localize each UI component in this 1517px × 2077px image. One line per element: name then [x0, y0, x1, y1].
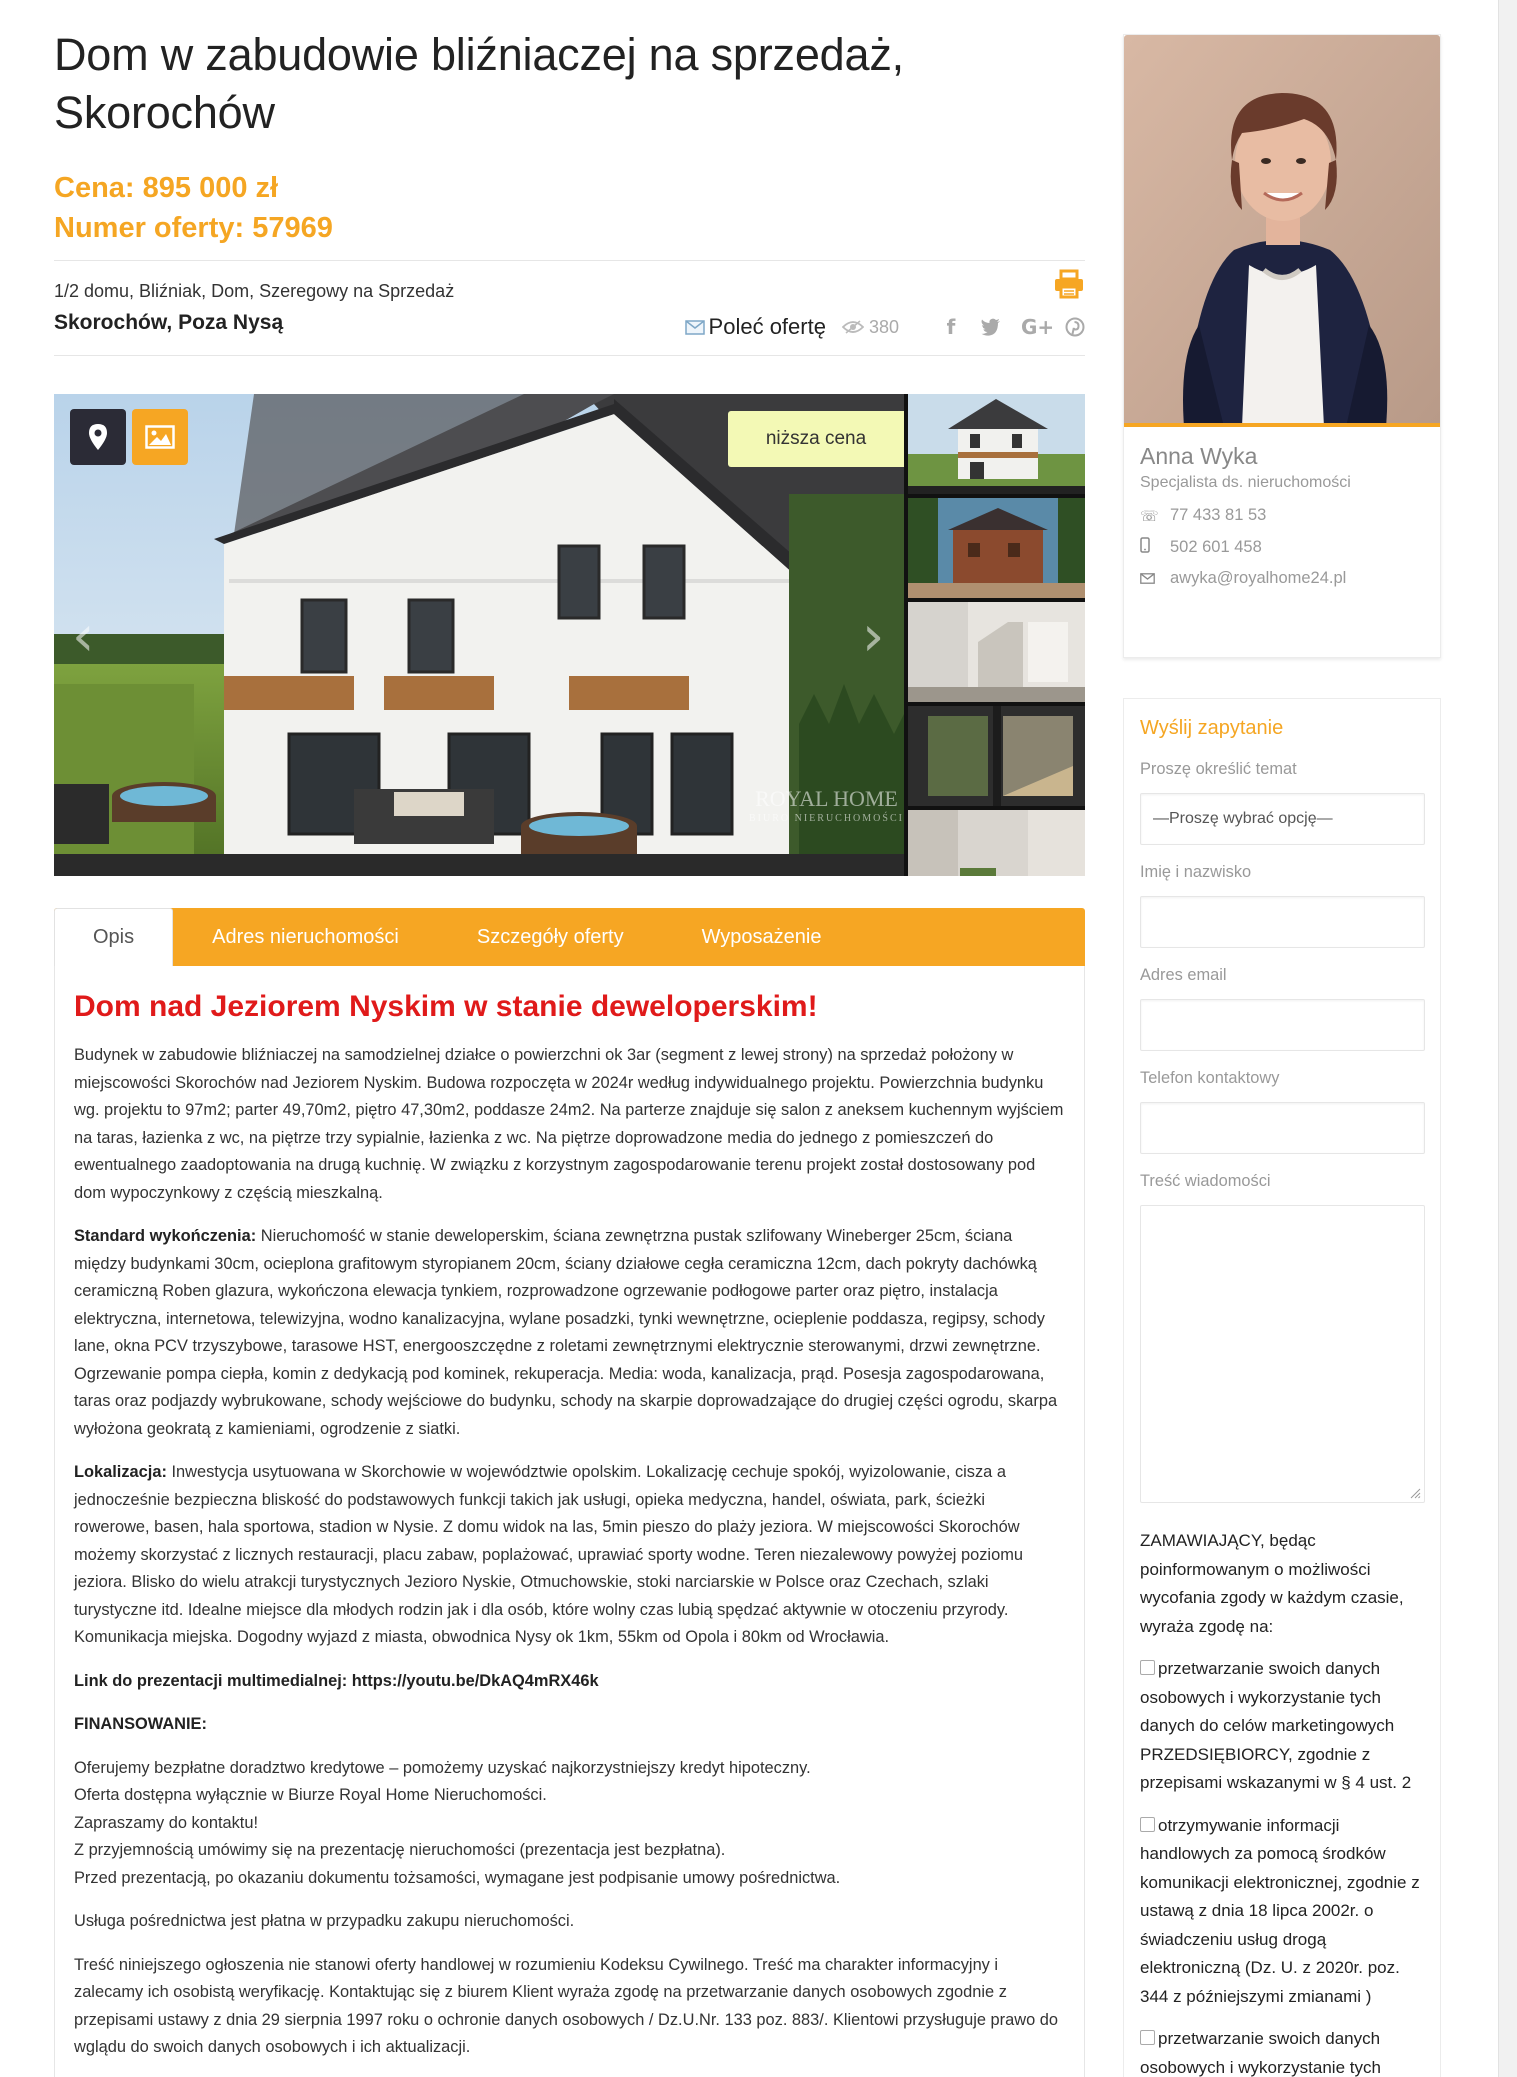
agent-email: awyka@royalhome24.pl: [1170, 569, 1347, 587]
agent-name: Anna Wyka: [1140, 443, 1258, 469]
lower-price-badge: niższa cena: [728, 411, 904, 467]
map-button[interactable]: [70, 409, 126, 465]
location-label: Lokalizacja:: [74, 1463, 167, 1481]
message-textarea[interactable]: [1140, 1205, 1425, 1503]
thumbnail[interactable]: [908, 394, 1085, 494]
agent-photo: [1124, 35, 1440, 427]
agent-mobile-row[interactable]: [1140, 537, 1440, 557]
tab-details[interactable]: Szczegóły oferty: [476, 925, 624, 948]
financing-line: Z przyjemnością umówimy się na prezentację nieruchomości (prezentacja jest bezpłatna).: [74, 1841, 726, 1859]
property-type: 1/2 domu, Bliźniak, Dom, Szeregowy na Sprzedaż: [54, 281, 455, 301]
consent-data: [1140, 2025, 1424, 2077]
mobile-icon: [1140, 537, 1170, 557]
standard-label: Standard wykończenia:: [74, 1227, 257, 1245]
gallery-prev-arrow[interactable]: ‹: [72, 604, 95, 669]
consent-marketing: [1140, 1655, 1424, 1798]
location-paragraph: [74, 1459, 1065, 1652]
share-row: [685, 313, 1085, 341]
description-tabs: [54, 908, 1085, 966]
topic-select[interactable]: [1140, 793, 1425, 845]
inquiry-form: [1123, 698, 1441, 2077]
thumbnail[interactable]: [908, 810, 1085, 876]
email-input[interactable]: [1140, 999, 1425, 1051]
thumbnail[interactable]: [908, 602, 1085, 702]
name-input[interactable]: [1140, 896, 1425, 948]
financing-line: Oferujemy bezpłatne doradztwo kredytowe – pomożemy uzyskać najkorzystniejszy kredyt hipoteczny.: [74, 1758, 811, 1777]
watermark-logo: ROYAL HOME BIURO NIERUCHOMOŚCI: [749, 786, 904, 824]
photos-button[interactable]: [132, 409, 188, 465]
recommend-label: Poleć ofertę: [708, 314, 826, 339]
agent-portrait-image: [1124, 35, 1440, 427]
twitter-icon[interactable]: [981, 318, 1001, 336]
tab-equipment[interactable]: Wyposażenie: [701, 925, 822, 948]
email-label: Adres email: [1140, 966, 1227, 984]
gallery-next-arrow[interactable]: ›: [862, 604, 885, 669]
topic-label: Proszę określić temat: [1140, 760, 1297, 778]
eye-icon: [842, 320, 864, 334]
map-pin-icon: [89, 424, 107, 450]
photo-gallery: [54, 394, 1085, 876]
listing-title: Dom w zabudowie bliźniaczej na sprzedaż, Skorochów: [54, 29, 904, 138]
recommend-link[interactable]: [685, 314, 826, 340]
listing-main: [54, 0, 1085, 2077]
thumbnail-strip: [908, 394, 1085, 876]
presentation-link[interactable]: Link do prezentacji multimedialnej: https://youtu.be/DkAQ4mRX46k: [74, 1671, 599, 1690]
financing-details: [74, 1755, 1065, 1893]
consent-data-checkbox[interactable]: [1140, 2030, 1155, 2045]
agent-phone: 77 433 81 53: [1170, 506, 1267, 524]
view-count: [842, 317, 899, 338]
presentation-link-paragraph: [74, 1668, 1065, 1696]
financing-line: Zapraszamy do kontaktu!: [74, 1813, 259, 1832]
tab-address[interactable]: Adres nieruchomości: [212, 925, 399, 948]
agent-email-row[interactable]: [1140, 569, 1440, 588]
description-panel: [54, 966, 1085, 2077]
consent-electronic-checkbox[interactable]: [1140, 1817, 1155, 1832]
topic-select-value: —Proszę wybrać opcję—: [1153, 810, 1333, 827]
description-paragraph: Budynek w zabudowie bliźniaczej na samodzielnej działce o powierzchni ok 3ar (segment z lewej strony) na sprzedaż położony w miejscowości Skorochów nad Jeziorem Nyskim. Budowa rozpoczęta w 2024r według indywidualnego projektu. Powierzchnia budynku wg. projektu to 97m2; parter 49,70m2, piętro 47,30m2, poddasze 24m2. Na parterze znajduje się salon z aneksem kuchennym wyjściem na taras, łazienka z wc, na piętrze trzy sypialnie, łazienka z wc. Na piętrze doprowadzone media do jednego z pomieszczeń do ewentualnego zaadoptowania na drugą kuchnię. W związku z korzystnym zagospodarowanie terenu projekt został dostosowany pod dom wypoczynkowy z częścią mieszkalną.: [74, 1046, 1064, 1202]
disclaimer-paragraph: Treść niniejszego ogłoszenia nie stanowi oferty handlowej w rozumieniu Kodeksu Cywilnego. Treść ma charakter informacyjny i zalecamy ich osobistą weryfikację. Kontaktując się z biurem Klient wyraża zgodę na przetwarzanie danych osobowych zgodnie z przepisami ustawy z dnia 29 sierpnia 1997 roku o ochronie danych osobowych / Dz.U.Nr. 133 poz. 883/. Klientowi przysługuje prawo do wglądu do swoich danych osobowych i ich aktualizacji.: [74, 1955, 1058, 2056]
standard-paragraph: [74, 1223, 1065, 1443]
offer-number: Numer oferty: 57969: [54, 212, 333, 244]
page-scrollbar[interactable]: [1498, 0, 1517, 2077]
phone-icon: ☏: [1140, 506, 1159, 525]
phone-input[interactable]: [1140, 1102, 1425, 1154]
consent-intro: ZAMAWIAJĄCY, będąc poinformowanym o możliwości wycofania zgody w każdym czasie, wyraża zgodę na:: [1140, 1531, 1404, 1636]
financing-label: FINANSOWANIE:: [74, 1715, 207, 1733]
phone-label: Telefon kontaktowy: [1140, 1069, 1280, 1087]
description-heading: Dom nad Jeziorem Nyskim w stanie deweloperskim!: [74, 990, 818, 1023]
agent-card: [1123, 34, 1441, 658]
listing-price: Cena: 895 000 zł: [54, 172, 279, 204]
consent-electronic-text: otrzymywanie informacji handlowych za pomocą środków komunikacji elektronicznej, zgodnie z ustawą z dnia 18 lipca 2002r. o świadczeniu usług drogą elektroniczną (Dz. U. z 2020r. poz. 344 z późniejszymi zmianami ): [1140, 1815, 1420, 2006]
consent-electronic: [1140, 1812, 1424, 2012]
form-title: Wyślij zapytanie: [1140, 717, 1284, 739]
image-icon: [145, 425, 175, 449]
location-text: Inwestycja usytuowana w Skorchowie w województwie opolskim. Lokalizację cechuje spokój, wyizolowanie, cisza a jednocześnie bezpieczna bliskość do podstawowych funkcji takich jak usługi, opieka medyczna, handel, oświata, park, ścieżki rowerowe, basen, hala sportowa, stadion w Nysie. Z domu widok na las, 5min pieszo do plaży jeziora. W miejscowości Skorochów możemy skorzystać z licznych restauracji, placu zabaw, poplażować, uprawiać sporty wodne. Teren niezalewowy powyżej poziomu jeziora. Blisko do wielu atrakcji turystycznych Jezioro Nyskie, Otmuchowskie, stoki narciarskie w Polsce oraz Czechach, szlaki turystyczne itd. Idealne miejsce dla młodych rodzin jak i dla osób, które wolny czas lubią spędzać aktywnie w otoczeniu przyrody. Komunikacja miejska. Dogodny wyjazd z miasta, obwodnica Nysy ok 1km, 55km od Opola i 80km od Wrocławia.: [74, 1463, 1023, 1646]
mail-icon: [1140, 570, 1170, 588]
pinterest-icon[interactable]: [1065, 317, 1085, 337]
consent-data-text: przetwarzanie swoich danych osobowych i wykorzystanie tych: [1140, 2029, 1381, 2077]
consent-marketing-checkbox[interactable]: [1140, 1660, 1155, 1675]
consent-marketing-text: przetwarzanie swoich danych osobowych i wykorzystanie tych danych do celów marketingowych PRZEDSIĘBIORCY, zgodnie z przepisami wskazanymi w § 4 ust. 2: [1140, 1659, 1412, 1792]
resize-handle-icon[interactable]: [1409, 1487, 1421, 1499]
envelope-icon: [685, 320, 705, 335]
view-count-value: 380: [868, 316, 899, 337]
thumbnail[interactable]: [908, 498, 1085, 598]
name-label: Imię i nazwisko: [1140, 863, 1252, 881]
sidebar: [1123, 34, 1441, 2077]
facebook-icon[interactable]: f: [946, 315, 956, 339]
financing-paragraph: [74, 1711, 1065, 1739]
tab-description[interactable]: Opis: [54, 908, 173, 966]
standard-text: Nieruchomość w stanie deweloperskim, ściana zewnętrzna pustak szlifowany Wineberger 25cm, ściana między budynkami 30cm, ocieplona grafitowym styropianem 20cm, ściany działowe cegła ceramiczna 12cm, dach pokryty dachówką ceramiczną Roben glazura, wykończona elewacja tynkiem, rozprowadzone ogrzewanie podłogowe parter oraz piętro, instalacja elektryczna, internetowa, telewizyjna, wodno kanalizacyjna, wylane posadzki, tynki wewnętrzne, ocieplenie poddasza, regipsy, schody lane, okna PCV trzyszybowe, tarasowe HST, energooszczędne z roletami zewnętrznymi elektrycznie sterowanymi, drzwi zewnętrzne. Ogrzewanie pompa ciepła, komin z dedykacją pod kominek, rekuperacja. Media: woda, kanalizacja, prąd. Posesja zagospodarowana, taras oraz podjazdy wybrukowane, schody wejściowe do budynku, schody na skarpie doprowadzające do drugiej części ogrodu, skarpa wyłożona geokratą z kamieniami, ogrodzenie z siatki.: [74, 1227, 1058, 1438]
thumbnail[interactable]: [908, 706, 1085, 806]
property-location: Skorochów, Poza Nysą: [54, 311, 284, 334]
agent-role: Specjalista ds. nieruchomości: [1140, 474, 1351, 491]
google-plus-icon[interactable]: G+: [1021, 315, 1055, 339]
message-label: Treść wiadomości: [1140, 1172, 1271, 1190]
financing-line: Przed prezentacją, po okazaniu dokumentu tożsamości, wymagane jest podpisanie umowy pośrednictwa.: [74, 1868, 841, 1887]
financing-line: Oferta dostępna wyłącznie w Biurze Royal Home Nieruchomości.: [74, 1786, 547, 1804]
agent-mobile: 502 601 458: [1170, 537, 1262, 556]
print-icon[interactable]: [1053, 269, 1085, 299]
fee-paragraph: Usługa pośrednictwa jest płatna w przypadku zakupu nieruchomości.: [74, 1912, 575, 1930]
listing-meta: [54, 260, 1085, 356]
agent-phone-row[interactable]: [1140, 506, 1440, 525]
